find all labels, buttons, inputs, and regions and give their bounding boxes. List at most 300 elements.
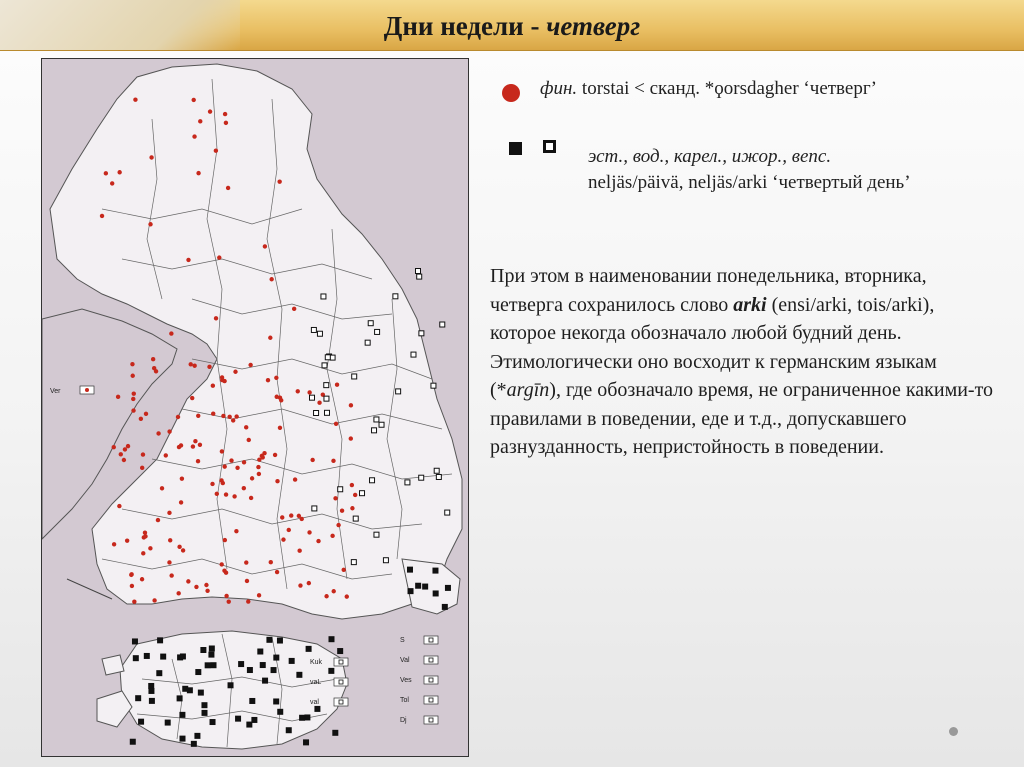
red-marker (152, 366, 156, 370)
red-marker (278, 426, 282, 430)
red-marker (262, 451, 266, 455)
red-marker (222, 568, 226, 572)
filled-square (278, 709, 283, 714)
filled-square (149, 698, 154, 703)
red-marker (143, 530, 147, 534)
red-marker (156, 518, 160, 522)
map-legend-marker (429, 718, 433, 722)
open-square (324, 383, 329, 388)
filled-square (209, 646, 214, 651)
red-marker (220, 449, 224, 453)
ver-marker (85, 388, 89, 392)
red-marker (333, 496, 337, 500)
legend-item-2-italic: эст., вод., карел., ижор., вепс. (588, 146, 832, 167)
red-marker (275, 479, 279, 483)
map-legend-marker (339, 680, 343, 684)
red-marker (169, 573, 173, 577)
open-square (322, 363, 327, 368)
red-marker (144, 412, 148, 416)
filled-square (198, 690, 203, 695)
red-marker (131, 374, 135, 378)
red-marker (160, 486, 164, 490)
red-marker (232, 494, 236, 498)
red-marker (330, 534, 334, 538)
filled-square (195, 733, 200, 738)
red-marker (119, 452, 123, 456)
filled-square (158, 638, 163, 643)
red-marker (269, 277, 273, 281)
legend-item-2-text: neljäs/päivä, neljäs/arki ‘четвертый день’ (588, 172, 911, 193)
red-marker (180, 476, 184, 480)
filled-square (408, 589, 413, 594)
red-marker (223, 112, 227, 116)
red-marker (342, 568, 346, 572)
slide-nav-dot[interactable] (949, 727, 958, 736)
red-marker (148, 546, 152, 550)
red-marker (123, 447, 127, 451)
red-marker (143, 534, 147, 538)
open-square (436, 474, 441, 479)
red-marker (210, 482, 214, 486)
red-marker (211, 411, 215, 415)
filled-square (442, 604, 447, 609)
filled-square (445, 585, 450, 590)
red-marker (194, 585, 198, 589)
open-square (431, 383, 436, 388)
open-square (365, 340, 370, 345)
filled-square (338, 649, 343, 654)
red-marker (204, 583, 208, 587)
filled-square (315, 706, 320, 711)
red-marker (167, 429, 171, 433)
filled-square (277, 638, 282, 643)
red-marker (148, 222, 152, 226)
red-marker (167, 511, 171, 515)
filled-square (187, 688, 192, 693)
red-marker (256, 465, 260, 469)
red-marker (176, 415, 180, 419)
red-marker (211, 384, 215, 388)
open-square (368, 321, 373, 326)
open-square (338, 487, 343, 492)
open-square (312, 506, 317, 511)
red-marker (149, 155, 153, 159)
filled-square (329, 637, 334, 642)
red-marker (245, 579, 249, 583)
filled-square (136, 696, 141, 701)
open-square (374, 532, 379, 537)
filled-square (416, 583, 421, 588)
red-marker (345, 594, 349, 598)
filled-square (407, 567, 412, 572)
filled-square (165, 720, 170, 725)
red-marker (353, 493, 357, 497)
filled-square (209, 652, 214, 657)
red-marker (130, 584, 134, 588)
filled-square (157, 671, 162, 676)
red-marker (192, 98, 196, 102)
red-marker (235, 466, 239, 470)
red-marker (287, 528, 291, 532)
red-marker (292, 307, 296, 311)
red-marker (279, 398, 283, 402)
red-marker (207, 365, 211, 369)
red-marker (298, 583, 302, 587)
red-marker (244, 560, 248, 564)
red-marker (132, 391, 136, 395)
red-marker (250, 476, 254, 480)
red-marker (246, 599, 250, 603)
red-marker (192, 134, 196, 138)
red-marker (186, 258, 190, 262)
filled-square (149, 688, 154, 693)
filled-square (289, 658, 294, 663)
red-marker (234, 529, 238, 533)
red-marker (317, 401, 321, 405)
filled-square (191, 741, 196, 746)
map-legend-label: Kuk (310, 659, 323, 666)
red-marker (336, 523, 340, 527)
title-main: Дни недели - (383, 11, 540, 41)
red-marker (224, 121, 228, 125)
red-marker (275, 570, 279, 574)
filled-square (180, 654, 185, 659)
red-marker (310, 458, 314, 462)
red-marker (224, 594, 228, 598)
filled-square (329, 668, 334, 673)
red-dot-marker (502, 84, 520, 102)
open-square (360, 491, 365, 496)
red-marker (257, 593, 261, 597)
red-marker (214, 316, 218, 320)
filled-square (297, 672, 302, 677)
filled-square (267, 637, 272, 642)
red-marker (224, 492, 228, 496)
filled-square (210, 720, 215, 725)
map-legend-label: val (310, 699, 319, 706)
red-marker (316, 539, 320, 543)
red-marker (186, 579, 190, 583)
red-marker (131, 397, 135, 401)
red-marker (122, 458, 126, 462)
red-marker (350, 506, 354, 510)
filled-square (139, 719, 144, 724)
red-marker (179, 500, 183, 504)
body-paragraph (490, 262, 995, 462)
filled-square (161, 654, 166, 659)
paragraph-part-2: (ensi/arki, tois/arki), которое некогда обозначало любой будний день. Этимологически оно восходит к германским языкам (* (490, 293, 937, 401)
red-marker (214, 148, 218, 152)
red-marker (248, 363, 252, 367)
red-marker (273, 453, 277, 457)
paragraph-bold-word: arki (733, 293, 767, 316)
red-marker (244, 425, 248, 429)
red-marker (247, 438, 251, 442)
red-marker (307, 530, 311, 534)
paragraph-part-1: При этом в наименовании понедельника, вторника, четверга сохранилось слово (490, 265, 927, 316)
red-marker (269, 560, 273, 564)
title-italic: четверг (546, 11, 641, 41)
filled-square (333, 730, 338, 735)
red-marker (289, 513, 293, 517)
red-marker (231, 418, 235, 422)
red-marker (208, 109, 212, 113)
red-marker (168, 538, 172, 542)
red-marker (176, 591, 180, 595)
red-marker (140, 466, 144, 470)
red-marker (116, 395, 120, 399)
open-square (317, 331, 322, 336)
red-marker (100, 214, 104, 218)
red-marker (242, 460, 246, 464)
red-marker (249, 496, 253, 500)
filled-square (423, 584, 428, 589)
red-marker (219, 478, 223, 482)
open-square (434, 468, 439, 473)
filled-square (274, 655, 279, 660)
map-legend-marker (429, 678, 433, 682)
red-marker (215, 492, 219, 496)
filled-square (271, 668, 276, 673)
legend-item-1-text: torstai < сканд. *ϙorsdagher ‘четверг’ (577, 78, 877, 99)
red-marker (350, 483, 354, 487)
island-2 (102, 655, 124, 675)
red-marker (169, 331, 173, 335)
open-square (324, 396, 329, 401)
paragraph-italic-word: argīn (506, 379, 550, 401)
filled-square (228, 683, 233, 688)
red-marker (196, 414, 200, 418)
red-marker (117, 504, 121, 508)
map-legend-marker (429, 658, 433, 662)
red-marker (181, 548, 185, 552)
filled-square (196, 670, 201, 675)
open-square (351, 560, 356, 565)
open-square (396, 389, 401, 394)
open-square (330, 355, 335, 360)
open-square (370, 478, 375, 483)
dialect-map (41, 58, 469, 757)
open-square (383, 558, 388, 563)
open-square (352, 374, 357, 379)
map-legend-label: Ves (400, 677, 412, 684)
red-marker (227, 599, 231, 603)
red-marker (226, 186, 230, 190)
open-square (419, 331, 424, 336)
red-marker (233, 370, 237, 374)
open-square (415, 269, 420, 274)
red-marker (205, 589, 209, 593)
paragraph-part-3: ), где обозначало время, не ограниченное какими-то правилами в поведении, еде и т.д., допускавшего разнузданность, непристойность в поведении. (490, 379, 994, 458)
red-marker (198, 443, 202, 447)
red-marker (179, 443, 183, 447)
title-bar (0, 0, 1024, 51)
red-marker (331, 459, 335, 463)
filled-square (300, 715, 305, 720)
red-marker (156, 431, 160, 435)
red-marker (139, 417, 143, 421)
open-square (311, 327, 316, 332)
filled-square (433, 591, 438, 596)
legend-item-1 (540, 76, 960, 101)
open-square (310, 395, 315, 400)
open-square (372, 428, 377, 433)
red-marker (277, 179, 281, 183)
filled-square (247, 668, 252, 673)
filled-square (305, 715, 310, 720)
open-square (405, 480, 410, 485)
red-marker (274, 376, 278, 380)
red-marker (110, 181, 114, 185)
open-square (411, 352, 416, 357)
red-marker (132, 599, 136, 603)
open-square-marker (543, 140, 556, 153)
map-legend-label: Dj (400, 717, 407, 724)
map-legend-label: Val (400, 657, 410, 664)
red-marker (297, 514, 301, 518)
filled-square (144, 653, 149, 658)
red-marker (268, 336, 272, 340)
open-square (321, 294, 326, 299)
filled-square (250, 698, 255, 703)
red-marker (112, 445, 116, 449)
filled-square (133, 656, 138, 661)
filled-square (258, 649, 263, 654)
open-square (379, 422, 384, 427)
map-legend-label: vaL (310, 679, 322, 686)
legend-item-2 (588, 144, 1003, 196)
filled-square (202, 703, 207, 708)
red-marker (340, 509, 344, 513)
map-legend-marker (339, 700, 343, 704)
map-svg (42, 59, 468, 756)
red-marker (192, 364, 196, 368)
red-marker (167, 560, 171, 564)
open-square (325, 355, 330, 360)
filled-square-marker (509, 142, 522, 155)
map-legend-label: Tol (400, 697, 409, 704)
red-marker (141, 551, 145, 555)
slide-title (0, 0, 1024, 50)
red-marker (129, 573, 133, 577)
red-marker (223, 538, 227, 542)
red-marker (196, 459, 200, 463)
red-marker (117, 170, 121, 174)
filled-square (202, 710, 207, 715)
map-legend-marker (429, 638, 433, 642)
red-marker (104, 171, 108, 175)
red-marker (229, 458, 233, 462)
red-marker (280, 515, 284, 519)
red-marker (234, 414, 238, 418)
red-marker (130, 362, 134, 366)
filled-square (304, 740, 309, 745)
red-marker (293, 477, 297, 481)
red-marker (198, 119, 202, 123)
legend-item-1-italic: фин. (540, 78, 578, 99)
filled-square (236, 716, 241, 721)
filled-square (433, 568, 438, 573)
red-marker (349, 403, 353, 407)
red-marker (126, 444, 130, 448)
filled-square (306, 646, 311, 651)
red-marker (217, 255, 221, 259)
red-marker (220, 562, 224, 566)
open-square (393, 294, 398, 299)
filled-square (201, 648, 206, 653)
red-marker (164, 453, 168, 457)
filled-square (211, 663, 216, 668)
red-marker (296, 389, 300, 393)
red-marker (141, 452, 145, 456)
red-marker (281, 537, 285, 541)
red-marker (177, 545, 181, 549)
red-marker (263, 244, 267, 248)
filled-square (177, 696, 182, 701)
red-marker (332, 589, 336, 593)
red-marker (334, 422, 338, 426)
filled-square (205, 663, 210, 668)
open-square (324, 410, 329, 415)
map-label-ver: Ver (50, 388, 61, 395)
red-marker (190, 396, 194, 400)
map-legend-marker (339, 660, 343, 664)
red-marker (193, 439, 197, 443)
red-marker (220, 378, 224, 382)
open-square (417, 274, 422, 279)
red-marker (222, 464, 226, 468)
red-marker (266, 378, 270, 382)
red-marker (324, 594, 328, 598)
open-square (419, 475, 424, 480)
red-marker (307, 581, 311, 585)
filled-square (263, 678, 268, 683)
red-marker (140, 577, 144, 581)
open-square (314, 410, 319, 415)
red-marker (196, 171, 200, 175)
red-marker (221, 414, 225, 418)
red-marker (152, 598, 156, 602)
filled-square (286, 728, 291, 733)
filled-square (252, 717, 257, 722)
filled-square (180, 736, 185, 741)
red-marker (131, 408, 135, 412)
open-square (353, 516, 358, 521)
red-marker (257, 472, 261, 476)
red-marker (349, 436, 353, 440)
filled-square (247, 722, 252, 727)
red-marker (189, 362, 193, 366)
map-legend-label: S (400, 637, 405, 644)
red-marker (227, 415, 231, 419)
red-marker (275, 395, 279, 399)
filled-square (130, 739, 135, 744)
filled-square (132, 639, 137, 644)
red-marker (125, 538, 129, 542)
red-marker (191, 444, 195, 448)
filled-square (180, 712, 185, 717)
filled-square (239, 662, 244, 667)
red-marker (335, 382, 339, 386)
red-marker (297, 548, 301, 552)
red-marker (151, 357, 155, 361)
filled-square (149, 683, 154, 688)
map-legend-marker (429, 698, 433, 702)
open-square (440, 322, 445, 327)
red-marker (307, 390, 311, 394)
open-square (374, 417, 379, 422)
filled-square (260, 663, 265, 668)
